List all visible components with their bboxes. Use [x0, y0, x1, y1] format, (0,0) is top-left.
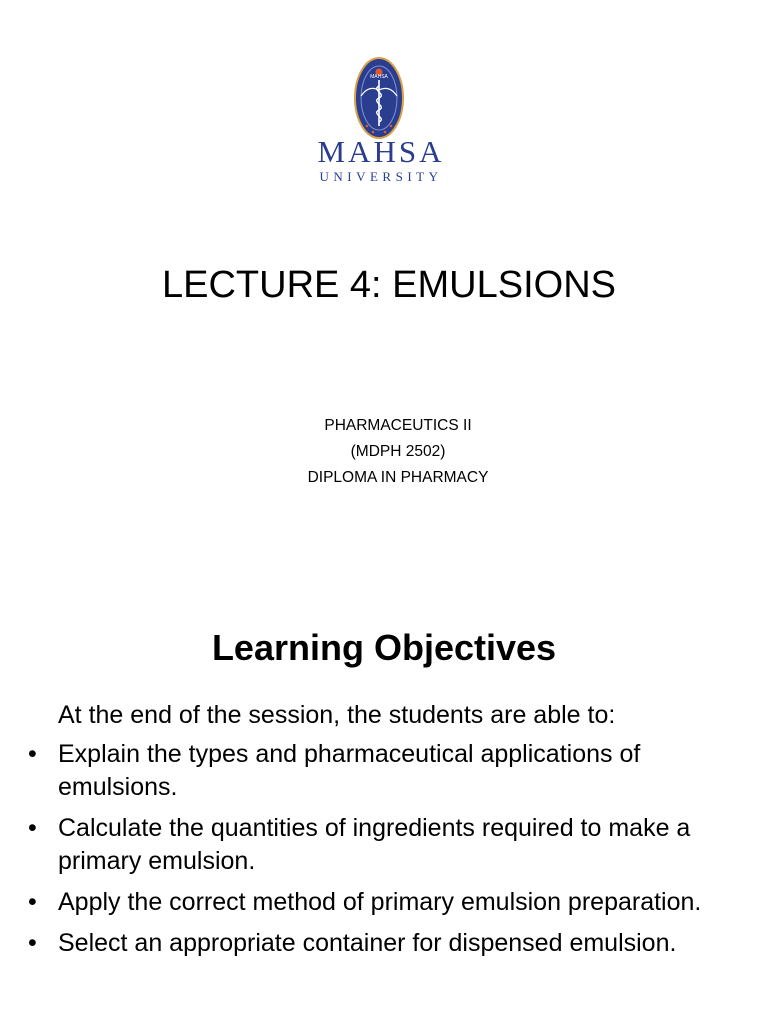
objectives-list [28, 738, 748, 968]
university-logo [306, 52, 456, 188]
bullet-icon: • [28, 929, 37, 957]
intro-text: At the end of the session, the students are able to: [58, 701, 616, 729]
bullet-icon: • [28, 740, 37, 768]
course-info [0, 413, 768, 491]
list-item [28, 927, 748, 960]
objective-text: Select an appropriate container for dispensed emulsion. [58, 929, 677, 957]
course-name: PHARMACEUTICS II [324, 417, 472, 434]
university-seal-icon [353, 56, 405, 140]
objectives-slide [0, 590, 768, 1024]
objective-text: Apply the correct method of primary emulsion preparation. [58, 888, 702, 916]
course-code: (MDPH 2502) [350, 443, 446, 460]
logo-subtitle: UNIVERSITY [319, 169, 443, 184]
bullet-icon: • [28, 814, 37, 842]
lecture-title: LECTURE 4: EMULSIONS [162, 264, 616, 306]
list-item [28, 738, 748, 804]
objective-text: Explain the types and pharmaceutical applications of emulsions. [58, 740, 641, 801]
objective-text: Calculate the quantities of ingredients required to make a primary emulsion. [58, 814, 691, 875]
list-item [28, 886, 748, 919]
program-name: DIPLOMA IN PHARMACY [307, 469, 489, 486]
logo-wordmark: MAHSA [317, 134, 445, 169]
slide-heading: Learning Objectives [211, 627, 557, 668]
list-item [28, 812, 748, 878]
svg-text:MAHSA: MAHSA [370, 74, 388, 80]
bullet-icon: • [28, 888, 37, 916]
